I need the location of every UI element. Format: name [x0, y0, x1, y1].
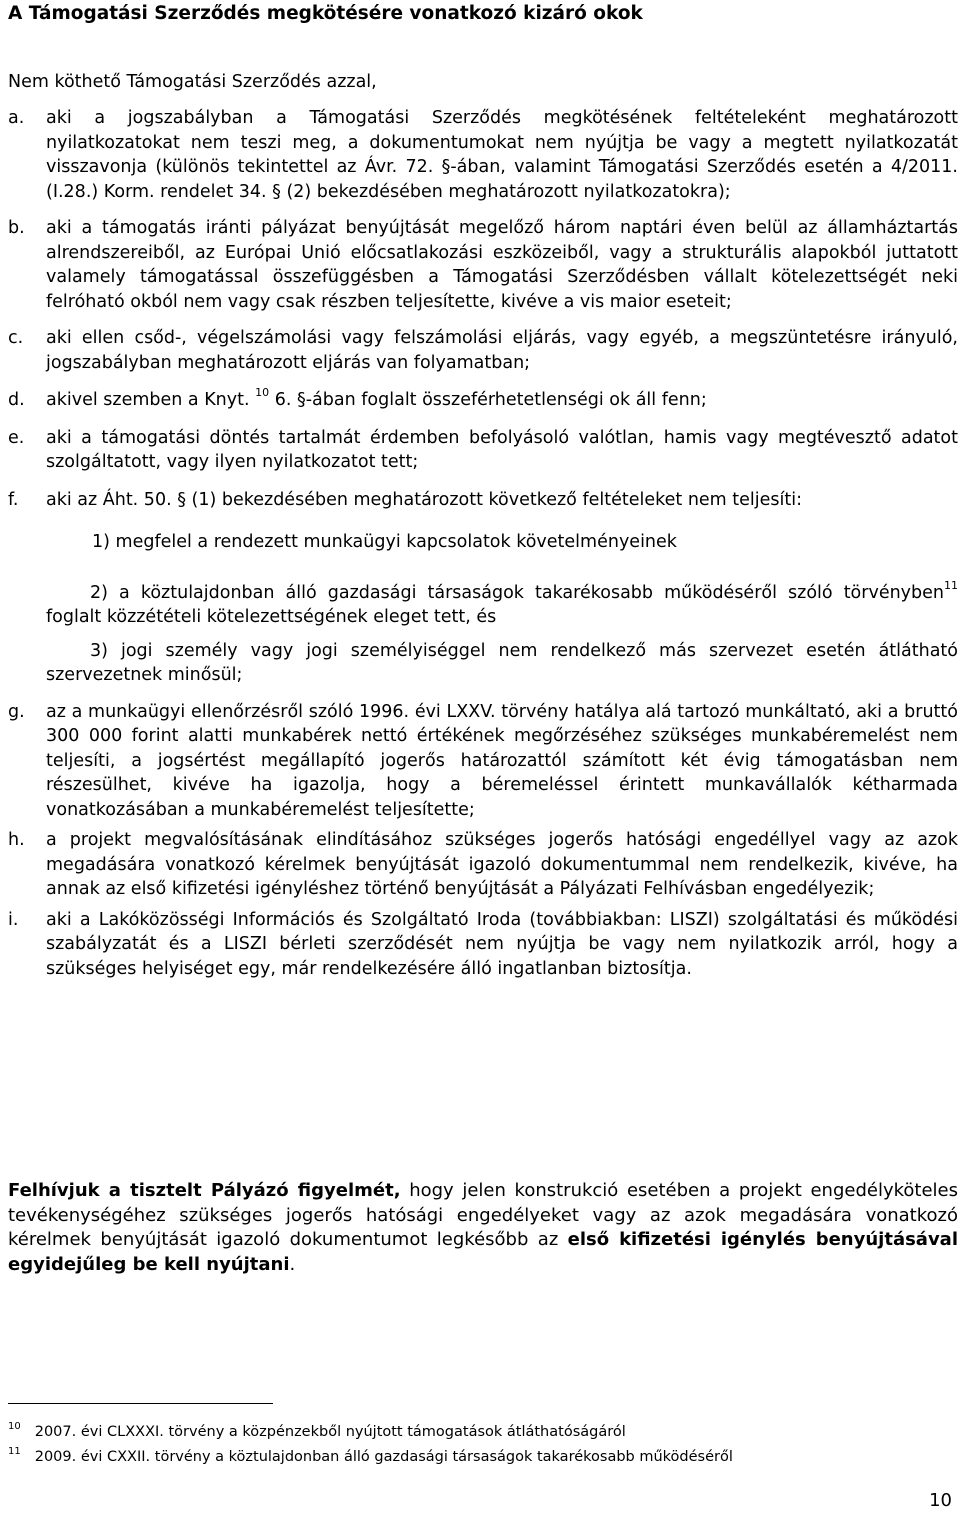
list-item-text: aki a támogatási döntés tartalmát érdemben befolyásoló valótlan, hamis vagy megtévesztő adatot szolgáltatott, vagy ilyen nyilatkozatot tett;: [46, 427, 958, 472]
list-item-label: d.: [8, 390, 25, 410]
list-item-text: aki a támogatás iránti pályázat benyújtását megelőző három naptári éven belül az államháztartás alrendszereiből, az Európai Unió előcsatlakozási eszközeiből, vagy a strukturális alapokból juttatott valamely támogatással összefüggésben a Támogatási Szerződésben vállalt kötelezettségét neki felróható okból nem vagy csak részben teljesítette, kivéve a vis maior eseteit;: [46, 218, 958, 312]
list-item-label: e.: [8, 427, 25, 448]
list-item-label: a.: [8, 108, 25, 128]
footnote-number: 11: [8, 1446, 21, 1458]
list-item-text: aki a jogszabályban a Támogatási Szerződés megkötésének feltételeként meghatározott nyilatkozatokat nem teszi meg, a dokumentumokat nem nyújtja be vagy a megtett nyilatkozatát visszavonja (különös tekintettel az Ávr. 72. §-ában, valamint Támogatási Szerződés esetén a 4/2011. (I.28.) Korm. rendelet 34. § (2) bekezdésében meghatározott nyilatkozatokra);: [46, 108, 958, 202]
list-item: [8, 216, 958, 314]
list-item-text-part: akivel szemben a Knyt.: [46, 390, 250, 410]
notice-paragraph: [8, 1179, 958, 1277]
list-item-text-part: 6. §-ában foglalt összeférhetetlenségi ok áll fenn;: [274, 390, 707, 410]
list-item-text: a projekt megvalósításának elindításához szükséges jogerős hatósági engedéllyel vagy az azok megadására vonatkozó kérelmek benyújtását igazoló dokumentummal nem rendelkezik, kivéve, ha annak az első kifizetési igényléshez történő benyújtását a Pályázati Felhívásban engedélyezik;: [46, 830, 958, 899]
list-item: [8, 700, 958, 823]
list-item: [8, 426, 958, 475]
list-item-label: b.: [8, 218, 25, 238]
list-item-text: aki ellen csőd-, végelszámolási vagy felszámolási eljárás, vagy egyéb, a megszüntetésre irányuló, jogszabályban meghatározott eljárás van folyamatban;: [46, 328, 958, 373]
sublist-item: 3) jogi személy vagy jogi személyiséggel nem rendelkező más szervezet esetén átlátható szervezetnek minősül;: [46, 640, 958, 685]
notice-end: .: [289, 1253, 296, 1275]
exclusion-list: [8, 106, 958, 981]
sublist-item-text: foglalt közzétételi kötelezettségének eleget tett, és: [46, 607, 497, 627]
footnote-ref: 11: [944, 578, 958, 592]
list-item-label: i.: [8, 909, 19, 930]
list-item-text: aki a Lakóközösségi Információs és Szolgáltató Iroda (továbbiakban: LISZI) szolgáltatási és működési szabályzatát és a LISZI bérleti szerződését nem nyújtja be vagy nem nyilatkozik arról, hogy a szükséges helyiséget egy, már rendelkezésére álló ingatlanban biztosítja.: [46, 909, 958, 979]
footnote-text: 2007. évi CLXXXI. törvény a közpénzekből nyújtott támogatások átláthatóságáról: [34, 1424, 626, 1440]
list-item-label: c.: [8, 328, 24, 348]
list-item-label: h.: [8, 830, 25, 850]
list-item-label: g.: [8, 701, 25, 722]
sublist-item: [46, 578, 958, 630]
footnote-separator: [8, 1403, 273, 1404]
section-heading: A Támogatási Szerződés megkötésére vonatkozó kizáró okok: [8, 3, 643, 24]
sublist-item-text: 2) a köztulajdonban álló gazdasági társaságok takarékosabb működéséről szóló törvényben: [90, 582, 944, 603]
sublist-item: 1) megfelel a rendezett munkaügyi kapcsolatok követelményeinek: [92, 532, 677, 552]
footnote-number: 10: [8, 1421, 21, 1433]
list-item: [8, 828, 958, 902]
list-item-text: aki az Áht. 50. § (1) bekezdésében meghatározott következő feltételeket nem teljesíti:: [46, 489, 803, 510]
list-item-label: f.: [8, 489, 19, 510]
list-item-text: [46, 388, 958, 413]
list-item: [8, 326, 958, 375]
footnote: [8, 1423, 626, 1441]
intro-text: Nem köthető Támogatási Szerződés azzal,: [8, 72, 377, 92]
footnote-text: 2009. évi CXXII. törvény a köztulajdonban álló gazdasági társaságok takarékosabb működéséről: [34, 1449, 733, 1465]
list-item-text: az a munkaügyi ellenőrzésről szóló 1996. évi LXXV. törvény hatálya alá tartozó munkáltató, aki a bruttó 300 000 forint alatti munkabérek nettó értékének megőrzéséhez szükséges munkabéremelést nem teljesíti, a jogsértést megállapító jogerős határozattól számított két évig támogatásban nem részesülhet, kivéve ha igazolja, hogy a béremeléssel érintett munkavállalók kétharmada vonatkozásában a munkabéremelést teljesítette;: [46, 701, 958, 820]
notice-text: hogy jelen konstrukció esetében a projekt engedélyköteles tevékenységéhez szükséges jogerős hatósági engedélyeket vagy az azok megadására vonatkozó kérelmek benyújtását igazoló dokumentumot legkésőbb az: [8, 1180, 958, 1250]
list-item: [8, 908, 958, 982]
notice-bold-start: Felhívjuk a tisztelt Pályázó figyelmét,: [8, 1180, 401, 1201]
footnote-ref: 10: [255, 386, 270, 400]
notice-bold-end: első kifizetési igénylés benyújtásával egyidejűleg be kell nyújtani: [8, 1229, 958, 1275]
list-item: [8, 106, 958, 204]
list-item: [8, 488, 958, 513]
footnote: [8, 1448, 733, 1466]
list-item: [8, 388, 958, 413]
page-number: 10: [929, 1490, 952, 1511]
sublist: [8, 530, 958, 688]
